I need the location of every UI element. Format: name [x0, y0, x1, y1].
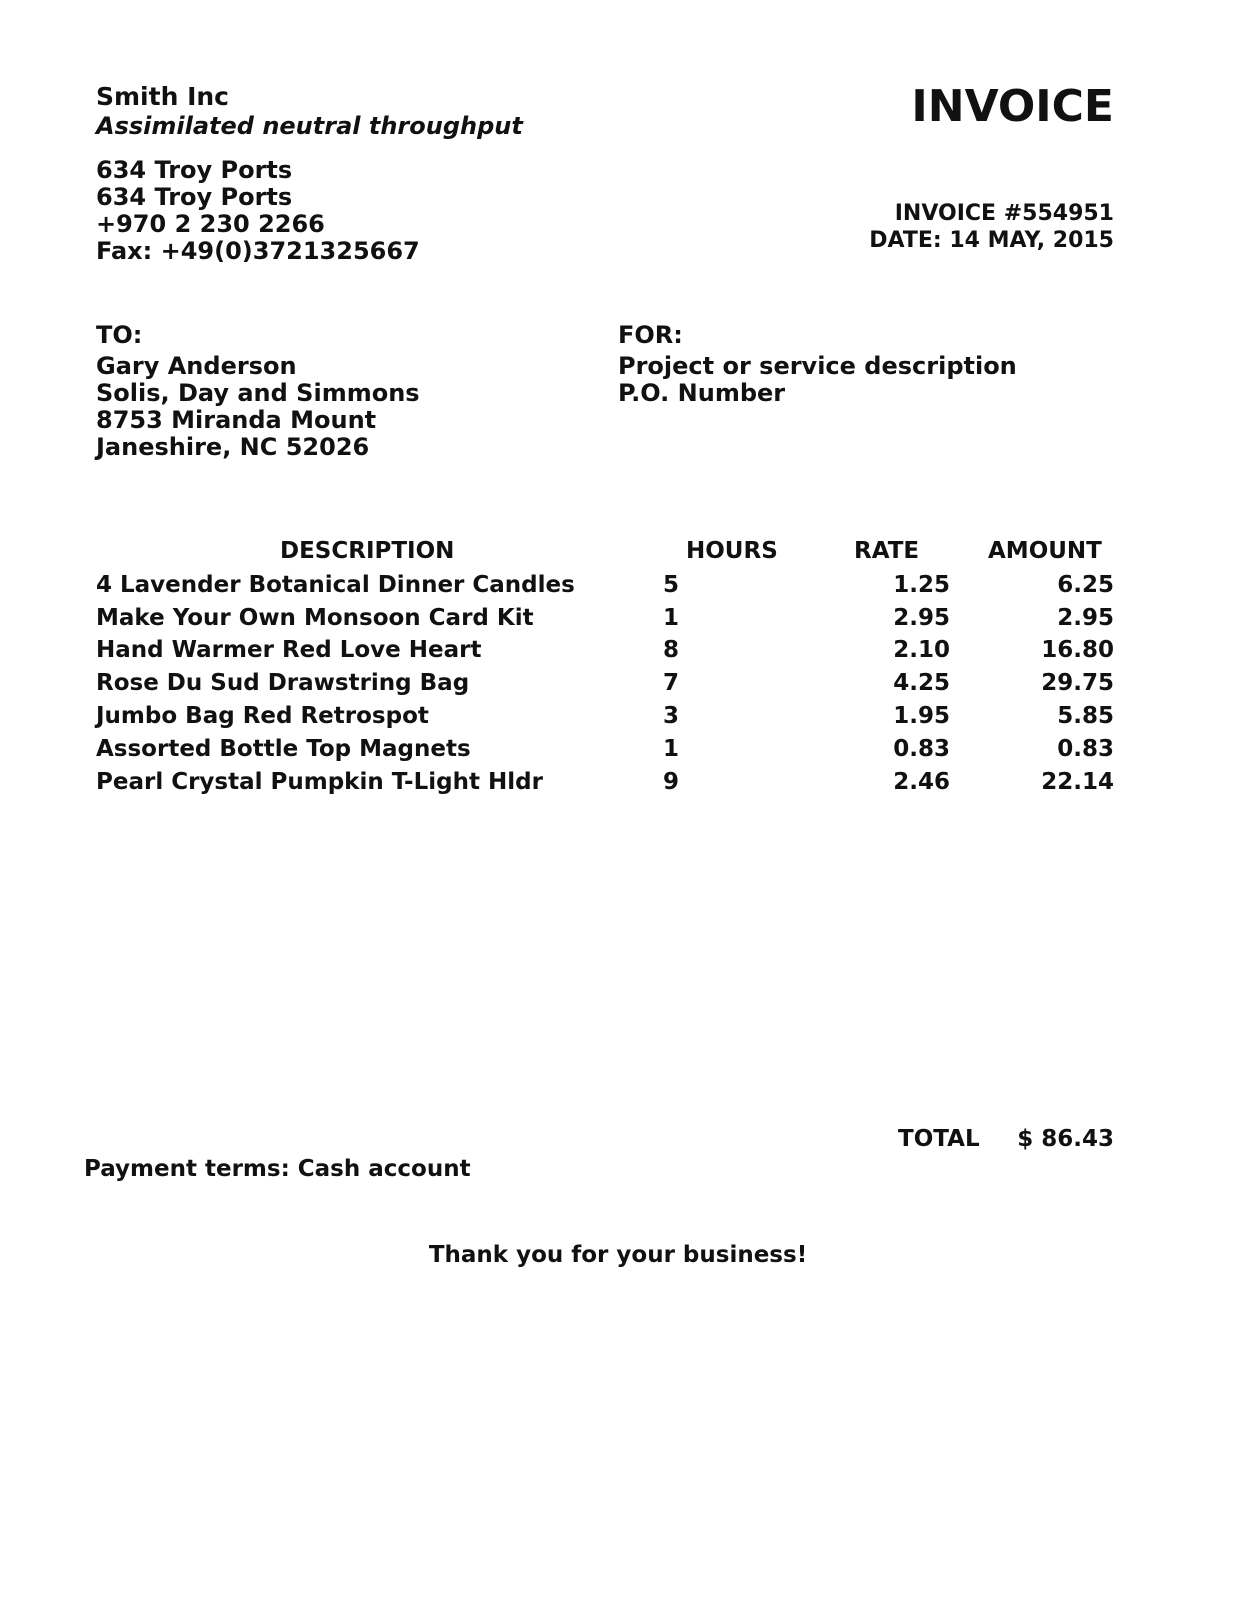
to-line-2: Solis, Day and Simmons	[96, 379, 420, 407]
row-amount: 16.80	[1041, 637, 1114, 663]
row-description: Rose Du Sud Drawstring Bag	[96, 670, 470, 696]
payment-terms: Payment terms: Cash account	[84, 1156, 471, 1182]
to-line-1: Gary Anderson	[96, 352, 297, 380]
row-description: Pearl Crystal Pumpkin T-Light Hldr	[96, 769, 543, 795]
to-line-3: 8753 Miranda Mount	[96, 406, 377, 434]
row-rate: 1.25	[893, 572, 950, 598]
company-name: Smith Inc	[96, 82, 229, 111]
for-label: FOR:	[618, 321, 683, 349]
row-description: 4 Lavender Botanical Dinner Candles	[96, 572, 575, 598]
company-phone: +970 2 230 2266	[96, 210, 325, 238]
total-value: $ 86.43	[1017, 1126, 1114, 1152]
row-hours: 1	[663, 736, 680, 762]
row-rate: 2.10	[893, 637, 950, 663]
header-rate: RATE	[854, 538, 920, 564]
header-description: DESCRIPTION	[280, 538, 455, 564]
row-rate: 0.83	[893, 736, 950, 762]
company-address-line-1: 634 Troy Ports	[96, 156, 293, 184]
row-rate: 2.46	[893, 769, 950, 795]
row-amount: 22.14	[1041, 769, 1114, 795]
to-label: TO:	[96, 321, 143, 349]
row-description: Jumbo Bag Red Retrospot	[96, 703, 429, 729]
row-description: Assorted Bottle Top Magnets	[96, 736, 471, 762]
row-amount: 0.83	[1057, 736, 1114, 762]
row-amount: 6.25	[1057, 572, 1114, 598]
row-amount: 2.95	[1057, 605, 1114, 631]
company-tagline: Assimilated neutral throughput	[96, 112, 523, 140]
row-hours: 3	[663, 703, 680, 729]
header-hours: HOURS	[686, 538, 778, 564]
invoice-date: DATE: 14 MAY, 2015	[869, 228, 1114, 253]
header-amount: AMOUNT	[988, 538, 1102, 564]
invoice-number: INVOICE #554951	[894, 201, 1114, 226]
company-address-line-2: 634 Troy Ports	[96, 183, 293, 211]
to-line-4: Janeshire, NC 52026	[96, 433, 370, 461]
row-description: Hand Warmer Red Love Heart	[96, 637, 482, 663]
row-hours: 7	[663, 670, 680, 696]
for-line-2: P.O. Number	[618, 379, 786, 407]
row-hours: 9	[663, 769, 680, 795]
row-rate: 4.25	[893, 670, 950, 696]
row-hours: 8	[663, 637, 680, 663]
total-label: TOTAL	[898, 1126, 980, 1152]
company-fax: Fax: +49(0)3721325667	[96, 237, 420, 265]
row-amount: 5.85	[1057, 703, 1114, 729]
for-line-1: Project or service description	[618, 352, 1017, 380]
invoice-title: INVOICE	[911, 81, 1114, 132]
row-rate: 1.95	[893, 703, 950, 729]
row-amount: 29.75	[1041, 670, 1114, 696]
row-hours: 1	[663, 605, 680, 631]
row-hours: 5	[663, 572, 680, 598]
thank-you-message: Thank you for your business!	[428, 1242, 808, 1268]
row-rate: 2.95	[893, 605, 950, 631]
row-description: Make Your Own Monsoon Card Kit	[96, 605, 534, 631]
